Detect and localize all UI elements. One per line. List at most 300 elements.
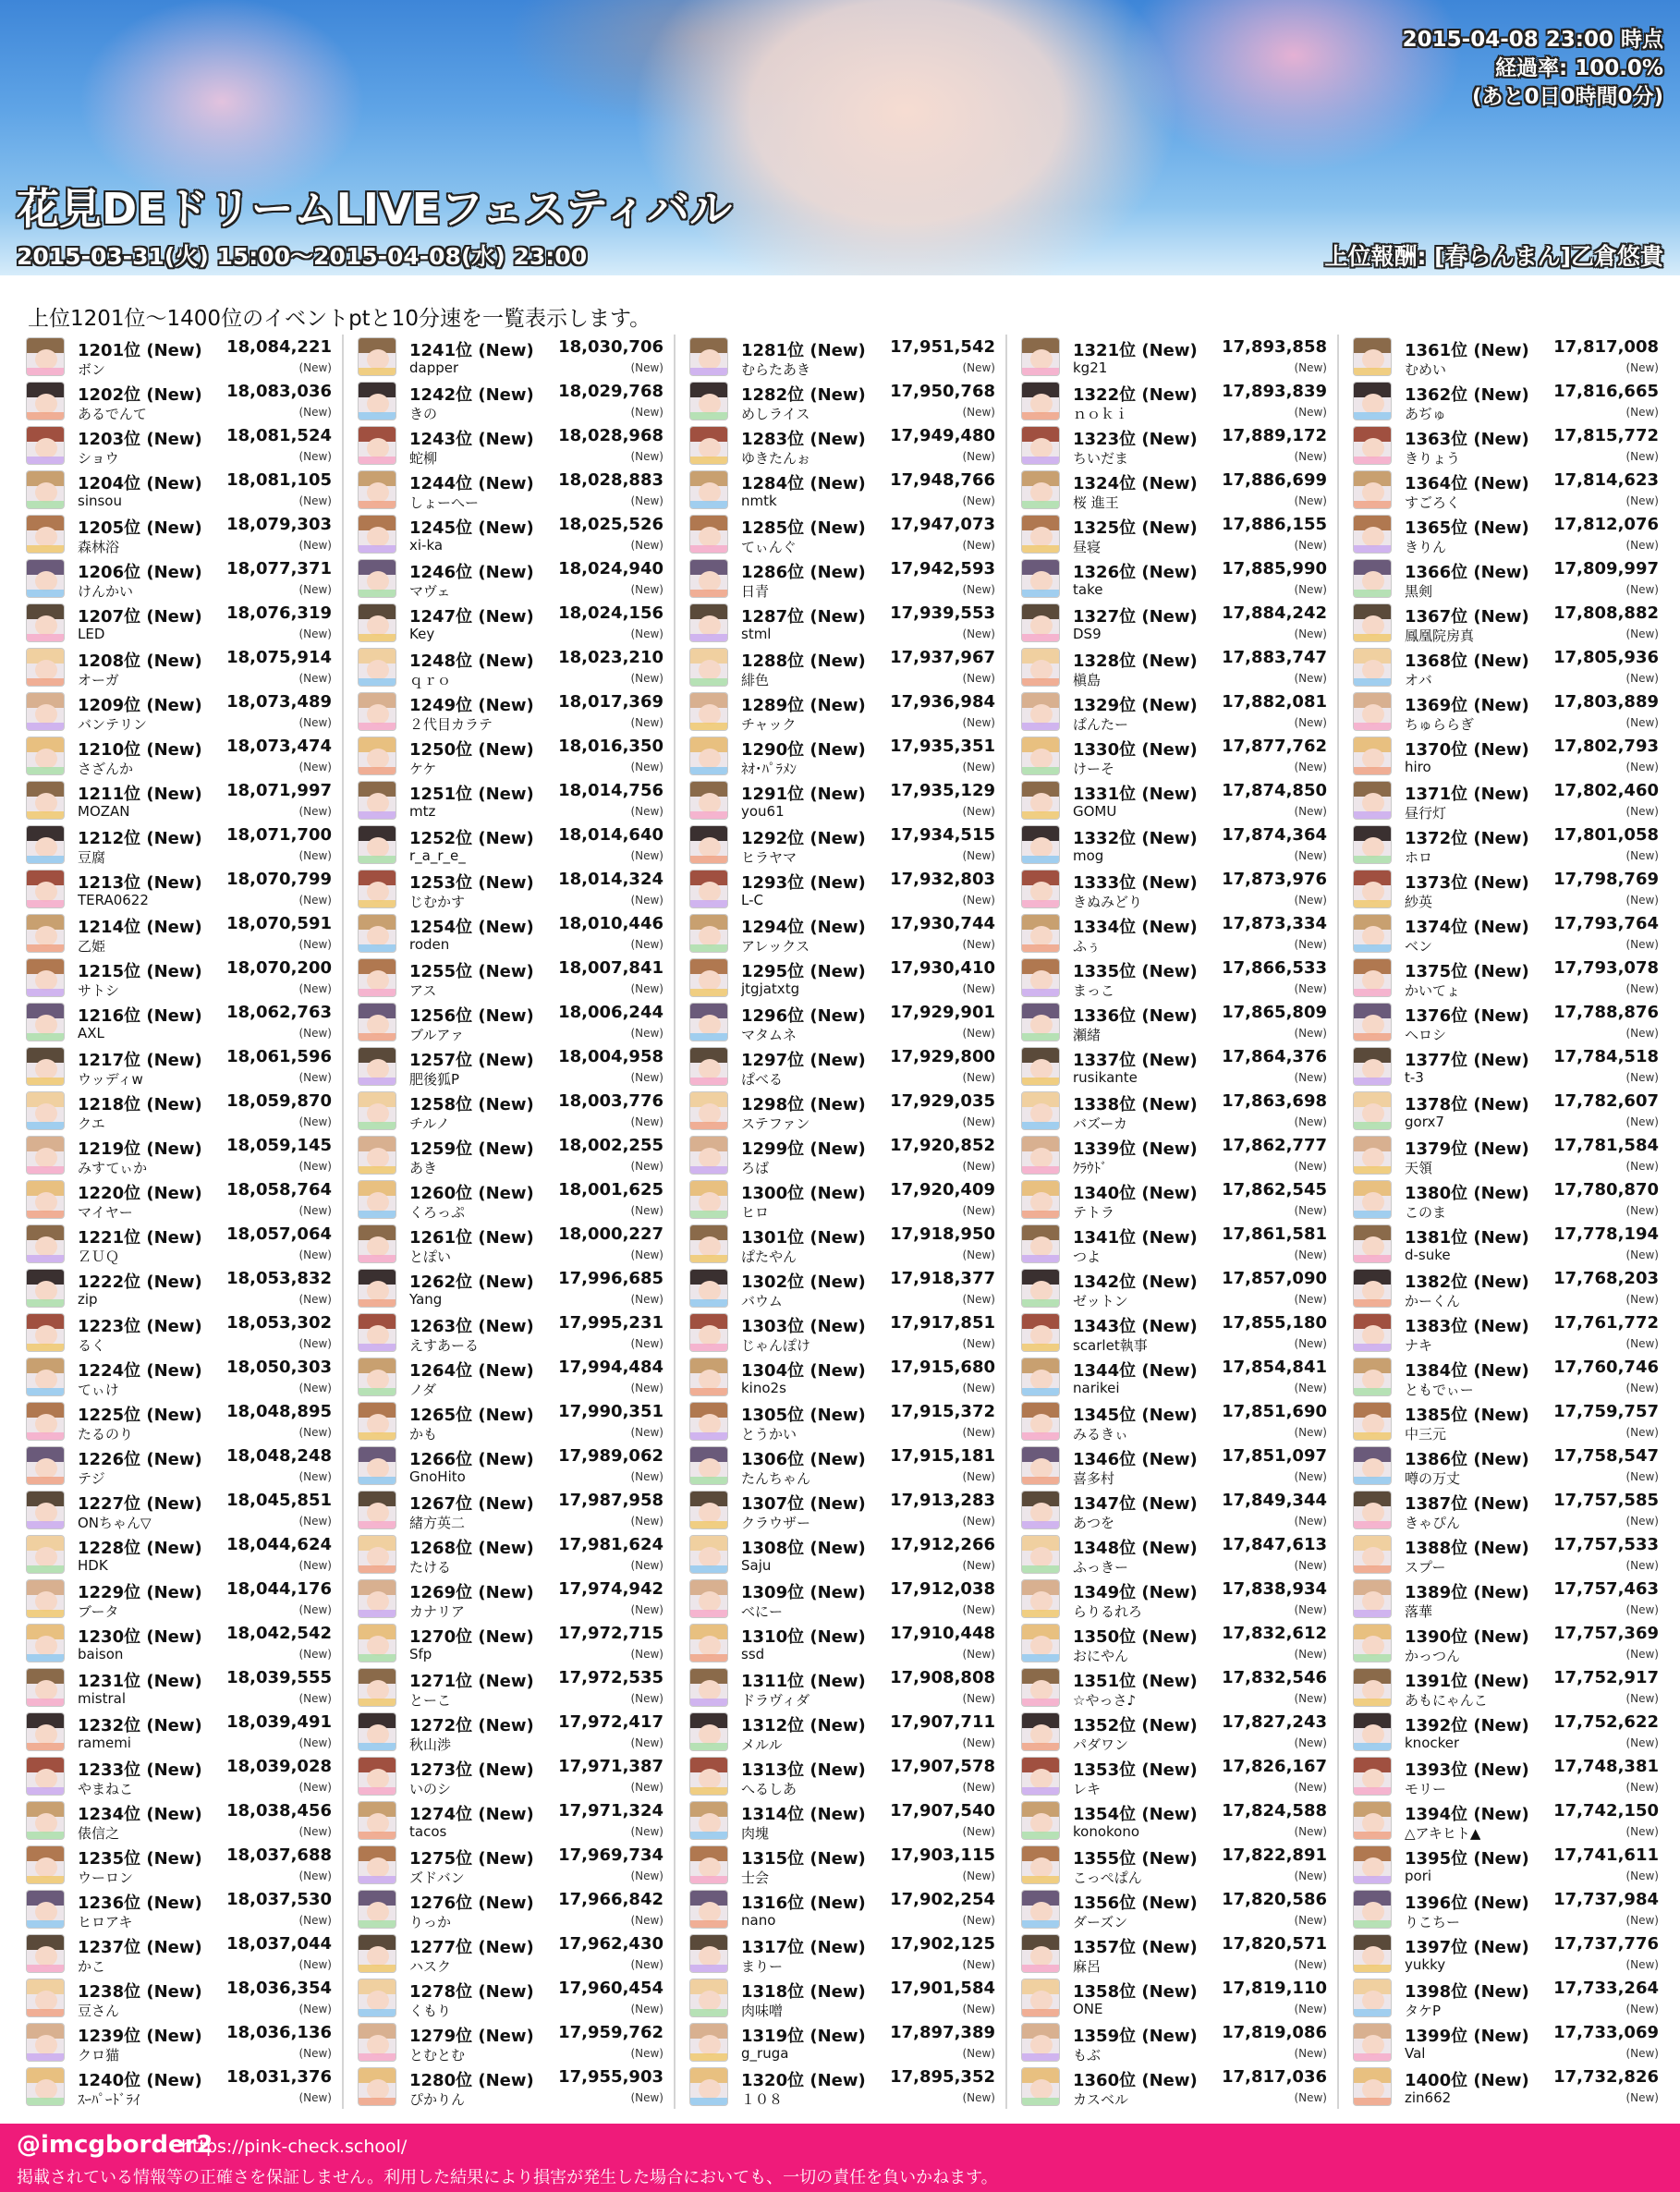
producer-name: たるのり	[78, 1426, 134, 1443]
event-points: 18,003,776	[558, 1091, 663, 1111]
ranking-entry	[1349, 601, 1659, 645]
ten-minute-speed: (New)	[1625, 1648, 1659, 1661]
rank-label: 1297位 (New)	[741, 1051, 866, 1070]
ranking-entry	[686, 1843, 995, 1887]
rank-label: 1298位 (New)	[741, 1095, 866, 1114]
producer-name: たんちゃん	[741, 1470, 811, 1487]
ranking-entry	[22, 2064, 332, 2109]
idol-card-icon	[26, 1313, 65, 1352]
rank-label: 1273位 (New)	[409, 1760, 534, 1780]
idol-card-icon	[1021, 2023, 1060, 2062]
ranking-entry	[1349, 1577, 1659, 1621]
ranking-entry	[1349, 2020, 1659, 2064]
rank-label: 1379位 (New)	[1405, 1139, 1529, 1159]
event-points: 17,817,008	[1553, 337, 1659, 357]
rank-label: 1338位 (New)	[1073, 1095, 1198, 1114]
idol-card-icon	[689, 470, 728, 509]
producer-name: L-C	[741, 892, 763, 908]
ten-minute-speed: (New)	[1294, 1515, 1327, 1528]
producer-name: 肉塊	[741, 1825, 770, 1842]
rank-label: 1216位 (New)	[78, 1006, 202, 1026]
rank-label: 1276位 (New)	[409, 1894, 534, 1913]
rank-label: 1237位 (New)	[78, 1938, 202, 1957]
idol-card-icon	[358, 737, 396, 775]
idol-card-icon	[358, 1934, 396, 1973]
producer-name: tacos	[409, 1823, 447, 1840]
ten-minute-speed: (New)	[1294, 450, 1327, 463]
event-points: 17,907,578	[890, 1757, 995, 1776]
footer-bar	[0, 2124, 1680, 2192]
producer-name: たける	[409, 1559, 452, 1576]
ranking-entry	[1349, 734, 1659, 778]
ten-minute-speed: (New)	[962, 627, 995, 640]
ten-minute-speed: (New)	[630, 1160, 663, 1173]
idol-card-icon	[689, 1313, 728, 1352]
ten-minute-speed: (New)	[1294, 1559, 1327, 1572]
ten-minute-speed: (New)	[298, 849, 332, 862]
producer-name: 槇島	[1073, 672, 1102, 688]
idol-card-icon	[1021, 914, 1060, 953]
ten-minute-speed: (New)	[630, 672, 663, 685]
ranking-entry	[354, 1798, 663, 1843]
idol-card-icon	[26, 515, 65, 554]
producer-name: mog	[1073, 847, 1104, 864]
ranking-entry	[1017, 556, 1327, 601]
ten-minute-speed: (New)	[962, 1382, 995, 1394]
event-points: 17,895,352	[890, 2067, 995, 2087]
event-points: 18,039,028	[226, 1757, 332, 1776]
rank-label: 1214位 (New)	[78, 918, 202, 937]
producer-name: チャック	[741, 716, 797, 733]
producer-name: 天領	[1405, 1160, 1433, 1176]
ranking-entry	[22, 1887, 332, 1931]
ranking-entry	[1349, 1310, 1659, 1355]
twitter-handle-link[interactable]: @imcgborder2	[17, 2131, 213, 2159]
ranking-entry	[22, 1177, 332, 1222]
idol-card-icon	[26, 914, 65, 953]
rank-label: 1296位 (New)	[741, 1006, 866, 1026]
ten-minute-speed: (New)	[1294, 1160, 1327, 1173]
event-points: 18,036,354	[226, 1979, 332, 1998]
rank-label: 1229位 (New)	[78, 1583, 202, 1602]
ten-minute-speed: (New)	[1625, 1914, 1659, 1927]
event-points: 17,955,903	[558, 2067, 663, 2087]
ranking-entry	[22, 556, 332, 601]
ranking-entry	[22, 1355, 332, 1399]
producer-name: ショウ	[78, 450, 119, 467]
producer-name: マヴェ	[409, 583, 451, 600]
producer-name: あるでんて	[78, 406, 147, 422]
ranking-entry	[22, 1754, 332, 1798]
idol-card-icon	[1353, 2067, 1392, 2106]
event-points: 18,073,474	[226, 737, 332, 756]
rank-label: 1396位 (New)	[1405, 1894, 1529, 1913]
event-points: 17,802,460	[1553, 781, 1659, 800]
event-points: 17,851,097	[1222, 1446, 1327, 1466]
ranking-column	[686, 335, 995, 2109]
idol-card-icon	[1353, 1890, 1392, 1929]
producer-name: LED	[78, 626, 105, 642]
rank-label: 1263位 (New)	[409, 1317, 534, 1336]
ten-minute-speed: (New)	[1294, 1337, 1327, 1350]
event-points: 18,075,914	[226, 648, 332, 667]
ten-minute-speed: (New)	[630, 1248, 663, 1261]
idol-card-icon	[1021, 1003, 1060, 1041]
idol-card-icon	[358, 382, 396, 420]
producer-name: △アキヒト▲	[1405, 1825, 1481, 1842]
rank-label: 1283位 (New)	[741, 430, 866, 449]
event-points: 18,039,491	[226, 1712, 332, 1732]
ten-minute-speed: (New)	[298, 2003, 332, 2015]
producer-name: ｸﾗｳﾄﾞ	[1073, 1160, 1108, 1176]
rank-label: 1324位 (New)	[1073, 474, 1198, 493]
event-points: 17,816,665	[1553, 382, 1659, 401]
idol-card-icon	[689, 1979, 728, 2017]
rank-label: 1254位 (New)	[409, 918, 534, 937]
producer-name: d-suke	[1405, 1247, 1451, 1263]
producer-name: kg21	[1073, 359, 1108, 376]
event-points: 18,039,555	[226, 1668, 332, 1687]
rank-label: 1367位 (New)	[1405, 607, 1529, 627]
ranking-entry	[1349, 1621, 1659, 1665]
rank-label: 1234位 (New)	[78, 1805, 202, 1824]
idol-card-icon	[1353, 1224, 1392, 1263]
ten-minute-speed: (New)	[1294, 1426, 1327, 1439]
producer-name: 昼寝	[1073, 539, 1102, 555]
producer-name: 豆腐	[78, 849, 106, 866]
idol-card-icon	[689, 1491, 728, 1529]
rank-label: 1223位 (New)	[78, 1317, 202, 1336]
event-points: 18,014,324	[558, 870, 663, 889]
ranking-entry	[22, 1488, 332, 1532]
ranking-entry	[1017, 734, 1327, 778]
site-url-link[interactable]: https://pink-check.school/	[181, 2137, 408, 2157]
ten-minute-speed: (New)	[630, 1825, 663, 1838]
ranking-entry	[354, 1222, 663, 1266]
ranking-entry	[1017, 1310, 1327, 1355]
idol-card-icon	[26, 1801, 65, 1840]
ten-minute-speed: (New)	[298, 1248, 332, 1261]
ten-minute-speed: (New)	[1625, 361, 1659, 374]
event-points: 17,822,891	[1222, 1845, 1327, 1865]
producer-name: テジ	[78, 1470, 105, 1487]
rank-label: 1241位 (New)	[409, 341, 534, 360]
rank-label: 1329位 (New)	[1073, 696, 1198, 715]
rank-label: 1257位 (New)	[409, 1051, 534, 1070]
ten-minute-speed: (New)	[630, 982, 663, 995]
idol-card-icon	[689, 1535, 728, 1574]
ten-minute-speed: (New)	[1625, 716, 1659, 729]
idol-card-icon	[1353, 1180, 1392, 1219]
idol-card-icon	[1353, 382, 1392, 420]
rank-label: 1224位 (New)	[78, 1361, 202, 1381]
producer-name: ぱべる	[741, 1071, 784, 1088]
ranking-entry	[686, 1710, 995, 1754]
ten-minute-speed: (New)	[298, 1825, 332, 1838]
producer-name: 日青	[741, 583, 770, 600]
rank-label: 1395位 (New)	[1405, 1849, 1529, 1869]
rank-label: 1306位 (New)	[741, 1450, 866, 1469]
idol-card-icon	[26, 870, 65, 908]
ten-minute-speed: (New)	[298, 1382, 332, 1394]
producer-name: メルル	[741, 1736, 783, 1753]
idol-card-icon	[26, 825, 65, 864]
producer-name: baison	[78, 1646, 124, 1662]
rank-label: 1394位 (New)	[1405, 1805, 1529, 1824]
ranking-entry	[354, 423, 663, 468]
idol-card-icon	[26, 603, 65, 642]
producer-name: かこ	[78, 1958, 106, 1975]
rank-label: 1269位 (New)	[409, 1583, 534, 1602]
idol-card-icon	[358, 1890, 396, 1929]
rank-label: 1290位 (New)	[741, 740, 866, 760]
producer-name: 桜 進王	[1073, 494, 1119, 511]
idol-card-icon	[1353, 692, 1392, 731]
ranking-entry	[686, 1177, 995, 1222]
producer-name: じむかす	[409, 894, 466, 910]
producer-name: ＺＵＱ	[78, 1248, 120, 1265]
producer-name: 落華	[1405, 1603, 1433, 1620]
producer-name: きぬみどり	[1073, 894, 1143, 910]
ten-minute-speed: (New)	[1625, 982, 1659, 995]
ranking-entry	[22, 512, 332, 556]
producer-name: テトラ	[1073, 1204, 1115, 1221]
idol-card-icon	[1021, 515, 1060, 554]
idol-card-icon	[1021, 559, 1060, 598]
event-points: 17,798,769	[1553, 870, 1659, 889]
ranking-entry	[1017, 335, 1327, 379]
event-points: 17,761,772	[1553, 1313, 1659, 1333]
ten-minute-speed: (New)	[298, 1958, 332, 1971]
producer-name: ふっきー	[1073, 1559, 1129, 1576]
idol-card-icon	[358, 559, 396, 598]
rank-label: 1202位 (New)	[78, 385, 202, 405]
ranking-entry	[354, 1399, 663, 1443]
event-points: 17,824,588	[1222, 1801, 1327, 1821]
ranking-entry	[1017, 1843, 1327, 1887]
ranking-entry	[354, 1976, 663, 2020]
producer-name: １０８	[741, 2091, 784, 2108]
rank-label: 1308位 (New)	[741, 1539, 866, 1558]
rank-label: 1286位 (New)	[741, 563, 866, 582]
rank-label: 1315位 (New)	[741, 1849, 866, 1869]
rank-label: 1265位 (New)	[409, 1406, 534, 1425]
idol-card-icon	[358, 1358, 396, 1396]
rank-label: 1304位 (New)	[741, 1361, 866, 1381]
producer-name: dapper	[409, 359, 459, 376]
ranking-entry	[1349, 1754, 1659, 1798]
ten-minute-speed: (New)	[962, 1559, 995, 1572]
ranking-entry	[1017, 778, 1327, 822]
producer-name: まりー	[741, 1958, 784, 1975]
ranking-entry	[1349, 1443, 1659, 1488]
idol-card-icon	[689, 1047, 728, 1086]
event-points: 17,907,711	[890, 1712, 995, 1732]
ranking-entry	[1349, 512, 1659, 556]
producer-name: ヒラヤマ	[741, 849, 797, 866]
event-points: 17,886,155	[1222, 515, 1327, 534]
event-banner	[0, 0, 1680, 275]
producer-name: やまねこ	[78, 1781, 134, 1797]
rank-label: 1270位 (New)	[409, 1627, 534, 1647]
ten-minute-speed: (New)	[1294, 1293, 1327, 1306]
ranking-entry	[22, 1710, 332, 1754]
event-points: 17,937,967	[890, 648, 995, 667]
ranking-entry	[354, 645, 663, 689]
ten-minute-speed: (New)	[298, 1692, 332, 1705]
ten-minute-speed: (New)	[1625, 1470, 1659, 1483]
event-points: 17,778,194	[1553, 1224, 1659, 1244]
ten-minute-speed: (New)	[962, 1470, 995, 1483]
idol-card-icon	[1353, 1136, 1392, 1175]
ranking-entry	[1017, 1621, 1327, 1665]
idol-card-icon	[358, 426, 396, 465]
idol-card-icon	[26, 1934, 65, 1973]
producer-name: ｎｏｋｉ	[1073, 406, 1129, 422]
ten-minute-speed: (New)	[630, 1958, 663, 1971]
producer-name: ちいだま	[1073, 450, 1129, 467]
rank-label: 1319位 (New)	[741, 2027, 866, 2046]
rank-label: 1350位 (New)	[1073, 1627, 1198, 1647]
producer-name: マイヤー	[78, 1204, 133, 1221]
rank-label: 1215位 (New)	[78, 962, 202, 981]
ranking-entry	[686, 1399, 995, 1443]
event-points: 17,902,125	[890, 1934, 995, 1954]
idol-card-icon	[358, 1712, 396, 1751]
idol-card-icon	[26, 1091, 65, 1130]
idol-card-icon	[358, 1047, 396, 1086]
ranking-entry	[354, 1931, 663, 1976]
event-points: 17,995,231	[558, 1313, 663, 1333]
ranking-entry	[686, 1754, 995, 1798]
ten-minute-speed: (New)	[1625, 450, 1659, 463]
ten-minute-speed: (New)	[630, 1914, 663, 1927]
ranking-entry	[354, 822, 663, 867]
event-points: 17,948,766	[890, 470, 995, 490]
ranking-entry	[1017, 423, 1327, 468]
producer-name: Yang	[409, 1291, 443, 1308]
event-points: 18,059,145	[226, 1136, 332, 1155]
event-points: 17,912,038	[890, 1579, 995, 1599]
ranking-entry	[1017, 1976, 1327, 2020]
rank-label: 1387位 (New)	[1405, 1494, 1529, 1514]
idol-card-icon	[358, 692, 396, 731]
rank-label: 1352位 (New)	[1073, 1716, 1198, 1735]
event-points: 18,084,221	[226, 337, 332, 357]
ranking-entry	[22, 379, 332, 423]
ten-minute-speed: (New)	[1294, 583, 1327, 596]
rank-label: 1346位 (New)	[1073, 1450, 1198, 1469]
idol-card-icon	[1021, 1313, 1060, 1352]
event-points: 17,873,334	[1222, 914, 1327, 933]
idol-card-icon	[26, 1446, 65, 1485]
event-points: 18,048,248	[226, 1446, 332, 1466]
event-points: 18,083,036	[226, 382, 332, 401]
rank-label: 1210位 (New)	[78, 740, 202, 760]
producer-name: mistral	[78, 1690, 127, 1707]
ranking-entry	[686, 556, 995, 601]
ranking-entry	[1349, 689, 1659, 734]
producer-name: r_a_r_e_	[409, 847, 466, 864]
producer-name: ssd	[741, 1646, 765, 1662]
ranking-entry	[354, 1665, 663, 1710]
ten-minute-speed: (New)	[962, 361, 995, 374]
ten-minute-speed: (New)	[1294, 1071, 1327, 1084]
ten-minute-speed: (New)	[298, 1426, 332, 1439]
producer-name: ブータ	[78, 1603, 119, 1620]
producer-name: Saju	[741, 1557, 772, 1574]
event-points: 17,885,990	[1222, 559, 1327, 578]
ten-minute-speed: (New)	[962, 1603, 995, 1616]
event-points: 17,737,984	[1553, 1890, 1659, 1909]
ten-minute-speed: (New)	[1625, 849, 1659, 862]
ten-minute-speed: (New)	[1294, 361, 1327, 374]
idol-card-icon	[1353, 470, 1392, 509]
rank-label: 1203位 (New)	[78, 430, 202, 449]
rank-label: 1248位 (New)	[409, 652, 534, 671]
producer-name: すごろく	[1405, 494, 1461, 511]
rank-label: 1275位 (New)	[409, 1849, 534, 1869]
rank-label: 1267位 (New)	[409, 1494, 534, 1514]
event-points: 18,007,841	[558, 958, 663, 978]
idol-card-icon	[1021, 1757, 1060, 1796]
idol-card-icon	[1021, 1934, 1060, 1973]
event-points: 18,036,136	[226, 2023, 332, 2042]
ten-minute-speed: (New)	[630, 583, 663, 596]
ranking-entry	[686, 1488, 995, 1532]
event-points: 17,832,546	[1222, 1668, 1327, 1687]
idol-card-icon	[689, 781, 728, 820]
ten-minute-speed: (New)	[1625, 672, 1659, 685]
event-points: 17,864,376	[1222, 1047, 1327, 1066]
producer-name: ウーロン	[78, 1869, 134, 1886]
ten-minute-speed: (New)	[962, 2091, 995, 2104]
producer-name: g_ruga	[741, 2045, 789, 2062]
producer-name: ヒロアキ	[78, 1914, 133, 1930]
producer-name: 紗英	[1405, 894, 1433, 910]
idol-card-icon	[1021, 1801, 1060, 1840]
producer-name: gorx7	[1405, 1114, 1444, 1130]
ranking-entry	[1017, 1710, 1327, 1754]
ten-minute-speed: (New)	[298, 894, 332, 907]
producer-name: scarlet執事	[1073, 1337, 1148, 1354]
idol-card-icon	[26, 781, 65, 820]
event-points: 17,737,776	[1553, 1934, 1659, 1954]
event-points: 17,803,889	[1553, 692, 1659, 712]
event-points: 17,949,480	[890, 426, 995, 445]
ranking-entry	[686, 2020, 995, 2064]
ten-minute-speed: (New)	[1294, 849, 1327, 862]
ten-minute-speed: (New)	[1294, 716, 1327, 729]
event-points: 17,886,699	[1222, 470, 1327, 490]
ranking-entry	[22, 1621, 332, 1665]
idol-card-icon	[1021, 648, 1060, 687]
ten-minute-speed: (New)	[630, 1115, 663, 1128]
idol-card-icon	[1021, 1712, 1060, 1751]
producer-name: おにやん	[1073, 1648, 1129, 1664]
idol-card-icon	[1353, 1402, 1392, 1441]
event-points: 17,863,698	[1222, 1091, 1327, 1111]
idol-card-icon	[689, 337, 728, 376]
producer-name: サトシ	[78, 982, 120, 999]
ranking-entry	[22, 2020, 332, 2064]
producer-name: t-3	[1405, 1069, 1424, 1086]
producer-name: ヘロシ	[1405, 1027, 1447, 1043]
rank-label: 1349位 (New)	[1073, 1583, 1198, 1602]
rank-label: 1376位 (New)	[1405, 1006, 1529, 1026]
rank-label: 1316位 (New)	[741, 1894, 866, 1913]
event-points: 17,920,852	[890, 1136, 995, 1155]
